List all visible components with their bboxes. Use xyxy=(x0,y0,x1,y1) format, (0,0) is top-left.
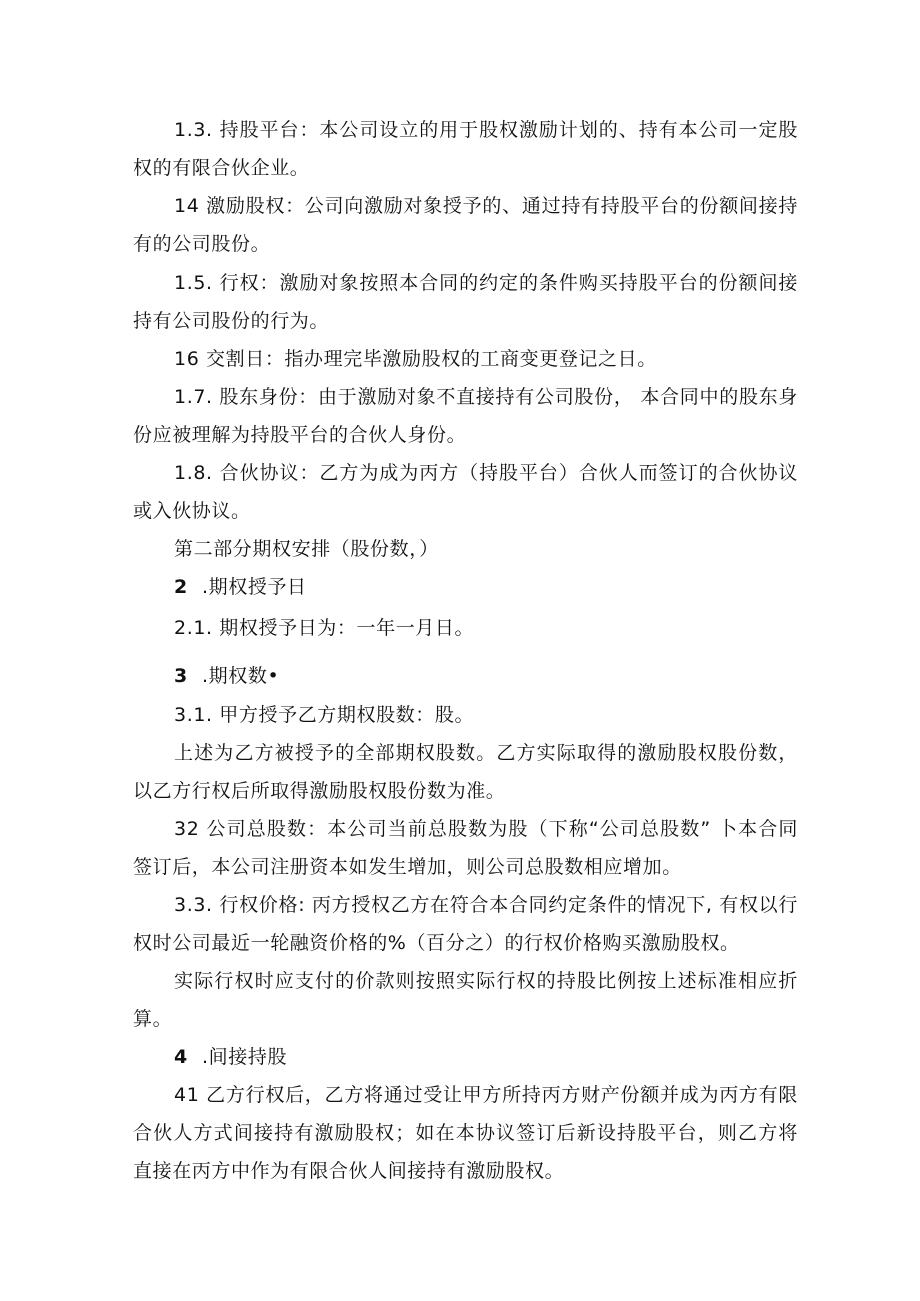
clause-3-1: 3.1. 甲方授予乙方期权股数：股。 xyxy=(174,704,475,726)
heading-4-text: .间接持股 xyxy=(202,1046,288,1068)
clause-1-4: 14 激励股权：公司向激励对象授予的、通过持有持股平台的份额间接持有的公司股份。 xyxy=(133,195,798,255)
clause-4-1: 41 乙方行权后，乙方将通过受让甲方所持丙方财产份额并成为丙方有限合伙人方式间接持有激励股权；如在本协议签订后新设持股平台，则乙方将直接在丙方中作为有限合伙人间接持有激励股权。 xyxy=(133,1084,798,1182)
heading-2 xyxy=(174,568,307,606)
clause-1-3: 1.3. 持股平台：本公司设立的用于股权激励计划的、持有本公司一定股权的有限合伙企业。 xyxy=(133,119,798,179)
heading-2-number: 2 xyxy=(174,576,188,598)
heading-3 xyxy=(174,657,279,695)
heading-4 xyxy=(174,1038,287,1076)
heading-3-text: .期权数• xyxy=(202,665,280,687)
clause-1-6: 16 交割日：指办理完毕激励股权的工商变更登记之日。 xyxy=(174,348,657,370)
heading-4-number: 4 xyxy=(174,1046,188,1068)
clause-1-8: 1.8. 合伙协议：乙方为成为丙方（持股平台）合伙人而签订的合伙协议或入伙协议。 xyxy=(133,462,798,522)
clause-1-7: 1.7. 股东身份：由于激励对象不直接持有公司股份， 本合同中的股东身份应被理解为持股平台的合伙人身份。 xyxy=(133,386,798,446)
clause-3-1-note: 上述为乙方被授予的全部期权股数。乙方实际取得的激励股权股份数，以乙方行权后所取得激励股权股份数为准。 xyxy=(133,742,798,802)
clause-1-5: 1.5. 行权：激励对象按照本合同的约定的条件购买持股平台的份额间接持有公司股份的行为。 xyxy=(133,272,798,332)
heading-2-text: .期权授予日 xyxy=(202,576,307,598)
clause-3-3: 3.3. 行权价格: 丙方授权乙方在符合本合同约定条件的情况下, 有权以行权时公司最近一轮融资价格的%（百分之）的行权价格购买激励股权。 xyxy=(133,894,798,954)
section-2-title: 第二部分期权安排（股份数，） xyxy=(174,538,439,560)
clause-2-1: 2.1. 期权授予日为：一年一月日。 xyxy=(174,617,475,639)
heading-3-number: 3 xyxy=(174,665,188,687)
clause-3-3-note: 实际行权时应支付的价款则按照实际行权的持股比例按上述标准相应折算。 xyxy=(133,970,798,1030)
clause-3-2: 32 公司总股数：本公司当前总股数为股（下称“公司总股数” 卜本合同签订后，本公司注册资本如发生增加，则公司总股数相应增加。 xyxy=(133,818,798,878)
